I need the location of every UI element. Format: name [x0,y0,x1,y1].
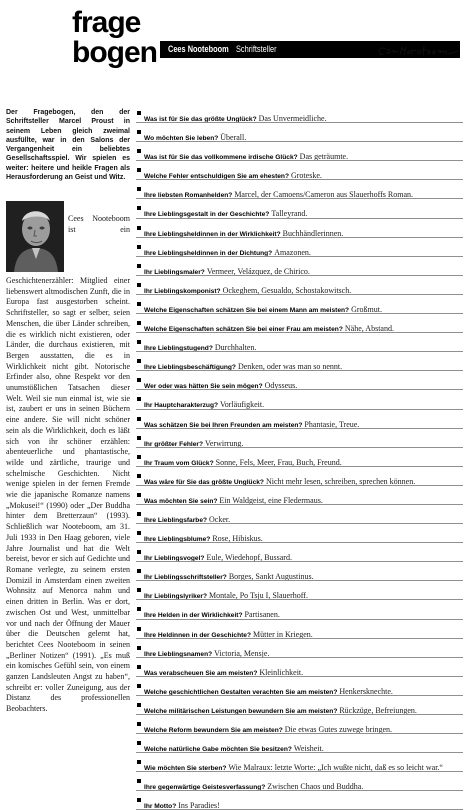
qa-row [136,600,463,619]
answer-text: Ins Paradies! [178,801,220,810]
answer-text: Eule, Wiedehopf, Bussard. [206,553,292,563]
qa-text [144,528,263,543]
question-text: Ihre gegenwärtige Geistesverfassung? [144,784,266,792]
answer-text: Überall. [220,133,247,143]
question-text: Wie möchten Sie sterben? [144,765,227,773]
square-bullet-icon [137,493,141,497]
answer-text: Marcel, der Camoens/Cameron aus Slauerhoffs Roman. [234,190,414,200]
answer-text: Montale, Po Tsju I, Slauerhoff. [209,591,308,601]
qa-row [136,696,463,715]
question-text: Was ist für Sie das vollkommene irdische Glück? [144,154,298,162]
square-bullet-icon [137,684,141,688]
qa-row [136,257,463,276]
square-bullet-icon [137,397,141,401]
answer-text: Vermeer, Velázquez, de Chirico. [206,266,310,276]
square-bullet-icon [137,798,141,802]
question-text: Was verabscheuen Sie am meisten? [144,669,258,677]
qa-row [136,410,463,429]
answer-text: Rose, Hibiskus. [212,534,263,544]
biography-text: Cees Nooteboom ist ein Geschichtenerzähler: Mitglied einer liebenswert altmodischen Zunft, die in Europa fast ausgestorben scheint. Schriftsteller, so sagt er selber, seien Menschen, die über Länder schreiben, die es wirklich nicht existieren, oder Länder, die durchaus existieren, mit Bergen ausstatten, die es in Wirklichkeit nicht gibt. Notorische Erfinder also, ohne Respekt vor den unumstößlichen Tatsachen dieser Welt. Weil sie nun einmal ist, wie sie ist, zaubert er uns in seinen Büchern eine andere. Sie will nicht schöner sein als die Wirklichkeit, doch es läßt sich von ihr schöner erzählen: abenteuerliche und phantastische, wilde und zärtliche, traurige und schelmische Geschichten. Nicht wenige spielen in der fernen Fremde wie die japanische Romanze namens „Mokusei!“ (1990) oder „Der Buddha hinter dem Bretterzaun“ (1993). Schließlich war Nooteboom, am 31. Juli 1933 in Den Haag geboren, viele Jahre Journalist und hat die Welt bereist, bevor er sich auf Gedichte und Romane verlegte, zu seinem ersten Domizil in Amsterdam einen zweiten Wohnsitz auf Menorca nahm und einen dritten in Berlin. Was er dort, zwischen Ost und West, unmittelbar vor und nach der Öffnung der Mauer über die Deutschen gelernt hat, berichtet Cees Nooteboom in seinen „Berliner Notizen“ (1991). „Es muß ein komisches Gefühl sein, von einem ganzen Landsleuten Angst zu haben“, schreibt er: voller Zuneigung, aus der Distanz des professionellen Beobachters. [6,214,130,714]
answer-text: Zwischen Chaos und Buddha. [267,782,364,792]
answer-text: Durchhalten. [214,343,257,353]
qa-row [136,371,463,390]
intro-text: Der Fragebogen, den der Schriftsteller Marcel Proust in seinem Leben gleich zweimal ausfüllte, war in den Salons der Vergangenheit ein beliebtes Gesellschaftsspiel. Wir spielen es weiter: heitere und heikle Fragen als Herausforderung an Geist und Witz. [6,109,130,182]
square-bullet-icon [137,531,141,535]
qa-text [144,662,303,677]
question-text: Ihr Lieblingsschriftsteller? [144,574,227,582]
square-bullet-icon [137,455,141,459]
question-text: Welche Eigenschaften schätzen Sie bei einer Frau am meisten? [144,326,343,334]
qa-row [136,486,463,505]
question-text: Welche natürliche Gabe möchten Sie besitzen? [144,746,292,754]
answer-text: Talleyrand. [271,209,308,219]
qa-row [136,161,463,180]
qa-text [144,452,342,467]
answer-text: Die etwas Gutes zuwege bringen. [284,725,393,734]
answer-text: Victoria, Mensje. [214,648,270,658]
qa-text [144,719,392,734]
qa-text [144,700,417,715]
qa-row [136,295,463,314]
square-bullet-icon [137,436,141,440]
question-text: Wer oder was hätten Sie sein mögen? [144,383,263,391]
qa-row [136,333,463,352]
qa-text [144,394,264,409]
author-name: Cees Nooteboom [168,44,229,54]
question-text: Ihre liebsten Romanhelden? [144,192,233,200]
question-text: Ihre Helden in der Wirklichkeit? [144,612,243,620]
answer-text: Ein Waldgeist, eine Fledermaus. [219,495,323,505]
handwritten-signature [376,42,462,60]
answer-text: Vorläufigkeit. [220,400,265,410]
qa-text [144,108,327,123]
qa-row [136,314,463,333]
answer-text: Verwirrung. [204,438,244,448]
square-bullet-icon [137,226,141,230]
square-bullet-icon [137,149,141,153]
question-text: Ihre Lieblingsfarbe? [144,516,208,524]
qa-row [136,753,463,772]
title-word-part-1: frage [72,6,141,39]
question-text: Ihre Lieblingstugend? [144,345,213,353]
qa-text [144,776,363,791]
answer-text: Buchhändlerinnen. [282,228,344,238]
square-bullet-icon [137,378,141,382]
qa-text [144,433,243,448]
answer-text: Phantasie, Treue. [304,419,360,429]
square-bullet-icon [137,512,141,516]
square-bullet-icon [137,245,141,249]
qa-row [136,142,463,161]
question-text: Welche geschichtlichen Gestalten verachten Sie am meisten? [144,688,338,696]
qa-text [144,242,311,257]
qa-text [144,585,308,600]
answer-text: Das geträumte. [299,152,349,162]
question-text: Ihr Lieblingsvogel? [144,555,205,563]
qa-row [136,677,463,696]
qa-text [144,318,394,333]
author-role: Schriftsteller [236,44,277,54]
qa-row [136,543,463,562]
page-header [0,0,470,86]
square-bullet-icon [137,779,141,783]
qa-text [144,604,280,619]
square-bullet-icon [137,264,141,268]
square-bullet-icon [137,417,141,421]
question-text: Ihr Hauptcharakterzug? [144,402,219,410]
square-bullet-icon [137,741,141,745]
qa-text [144,356,342,371]
qa-text [144,414,359,429]
qa-text [144,509,230,524]
qa-row [136,238,463,257]
qa-row [136,123,463,142]
question-text: Wo möchten Sie leben? [144,135,219,143]
qa-row [136,639,463,658]
qa-row [136,581,463,600]
answer-text: Henkersknechte. [339,686,393,696]
qa-text [144,299,382,314]
question-text: Ihre Lieblingsheldinnen in der Wirklichkeit? [144,230,281,238]
qa-row [136,219,463,238]
qa-row [136,390,463,409]
title-word-part-2: bogen [72,36,157,69]
qa-text [144,681,393,696]
qa-text [144,471,415,486]
square-bullet-icon [137,646,141,650]
qa-row [136,180,463,199]
qa-row [136,524,463,543]
qa-row [136,505,463,524]
answer-text: Nicht mehr lesen, schreiben, sprechen können. [265,476,416,486]
question-text: Ihr Motto? [144,803,177,810]
square-bullet-icon [137,760,141,764]
question-text: Ihr Lieblingskomponist? [144,287,221,295]
question-text: Welche Eigenschaften schätzen Sie bei einem Mann am meisten? [144,306,350,314]
square-bullet-icon [137,283,141,287]
square-bullet-icon [137,569,141,573]
qa-row [136,620,463,639]
square-bullet-icon [137,359,141,363]
square-bullet-icon [137,168,141,172]
qa-row [136,562,463,581]
qa-text [144,643,269,658]
qa-text [144,223,343,238]
qa-text [144,146,348,161]
qa-text [144,280,351,295]
qa-row [136,715,463,734]
qa-text [144,738,324,753]
qa-row [136,352,463,371]
square-bullet-icon [137,130,141,134]
answer-text: Sonne, Fels, Meer, Frau, Buch, Freund. [215,457,342,467]
answer-text: Ockeghem, Gesualdo, Schostakowitsch. [222,285,352,295]
question-text: Ihr Lieblingsmaler? [144,268,205,276]
qa-text [144,375,297,390]
qa-text [144,337,256,352]
answer-text: Odysseus. [264,381,298,391]
square-bullet-icon [137,321,141,325]
question-text: Ihr größter Fehler? [144,440,203,448]
square-bullet-icon [137,607,141,611]
question-text: Was ist für Sie das größte Unglück? [144,116,257,123]
square-bullet-icon [137,302,141,306]
qa-row [136,734,463,753]
square-bullet-icon [137,111,141,115]
answer-text: Kleinlichkeit. [259,667,304,677]
answer-text: Großmut. [351,304,382,314]
qa-row [136,104,463,123]
qa-row [136,658,463,677]
qa-text [144,184,413,199]
qa-row [136,791,463,810]
square-bullet-icon [137,588,141,592]
qa-text [144,127,246,142]
square-bullet-icon [137,665,141,669]
qa-row [136,429,463,448]
qa-text [144,624,313,639]
square-bullet-icon [137,474,141,478]
qa-text [144,795,220,810]
answer-text: Wie Malraux: letzte Worte: „Ich wußte nicht, daß es so leicht war.“ [228,763,443,773]
qa-row [136,276,463,295]
answer-text: Rückzüge, Befreiungen. [339,705,417,715]
question-text: Ihre Heldinnen in der Geschichte? [144,631,251,639]
qa-row [136,467,463,486]
square-bullet-icon [137,187,141,191]
qa-row [136,772,463,791]
question-text: Ihre Lieblingsheldinnen in der Dichtung? [144,249,273,257]
question-text: Ihr Traum vom Glück? [144,459,214,467]
question-text: Was möchten Sie sein? [144,497,218,505]
question-text: Welche militärischen Leistungen bewundern Sie am meisten? [144,707,338,715]
qa-row [136,448,463,467]
answer-text: Nähe, Abstand. [344,324,394,334]
qa-text [144,203,307,218]
question-text: Ihr Lieblingslyriker? [144,593,208,601]
qa-text [144,261,310,276]
question-text: Was schätzen Sie bei Ihren Freunden am meisten? [144,421,303,429]
answer-text: Denken, oder was man so nennt. [237,362,343,372]
qa-text [144,490,323,505]
page-title [72,8,160,68]
answer-text: Weisheit. [293,744,324,754]
answer-text: Das Unvermeidliche. [258,114,327,123]
qa-text [144,566,314,581]
question-text: Ihre Lieblingsblume? [144,536,211,544]
answer-text: Borges, Sankt Augustinus. [228,572,314,582]
square-bullet-icon [137,550,141,554]
square-bullet-icon [137,340,141,344]
answer-text: Mütter in Kriegen. [253,629,313,639]
answer-text: Ocker. [209,514,231,524]
qa-text [144,547,292,562]
question-text: Was wäre für Sie das größte Unglück? [144,478,264,486]
questionnaire-list [136,104,463,810]
square-bullet-icon [137,206,141,210]
answer-text: Groteske. [290,171,322,181]
qa-text [144,165,322,180]
square-bullet-icon [137,703,141,707]
square-bullet-icon [137,722,141,726]
answer-text: Partisanen. [244,610,280,620]
qa-row [136,199,463,218]
answer-text: Amazonen. [274,247,311,257]
question-text: Welche Reform bewundern Sie am meisten? [144,727,283,734]
square-bullet-icon [137,627,141,631]
question-text: Welche Fehler entschuldigen Sie am ehesten? [144,173,289,181]
qa-text [144,757,443,772]
question-text: Ihre Lieblingsnamen? [144,650,213,658]
question-text: Ihre Lieblingsgestalt in der Geschichte? [144,211,270,219]
question-text: Ihre Lieblingsbeschäftigung? [144,364,236,372]
